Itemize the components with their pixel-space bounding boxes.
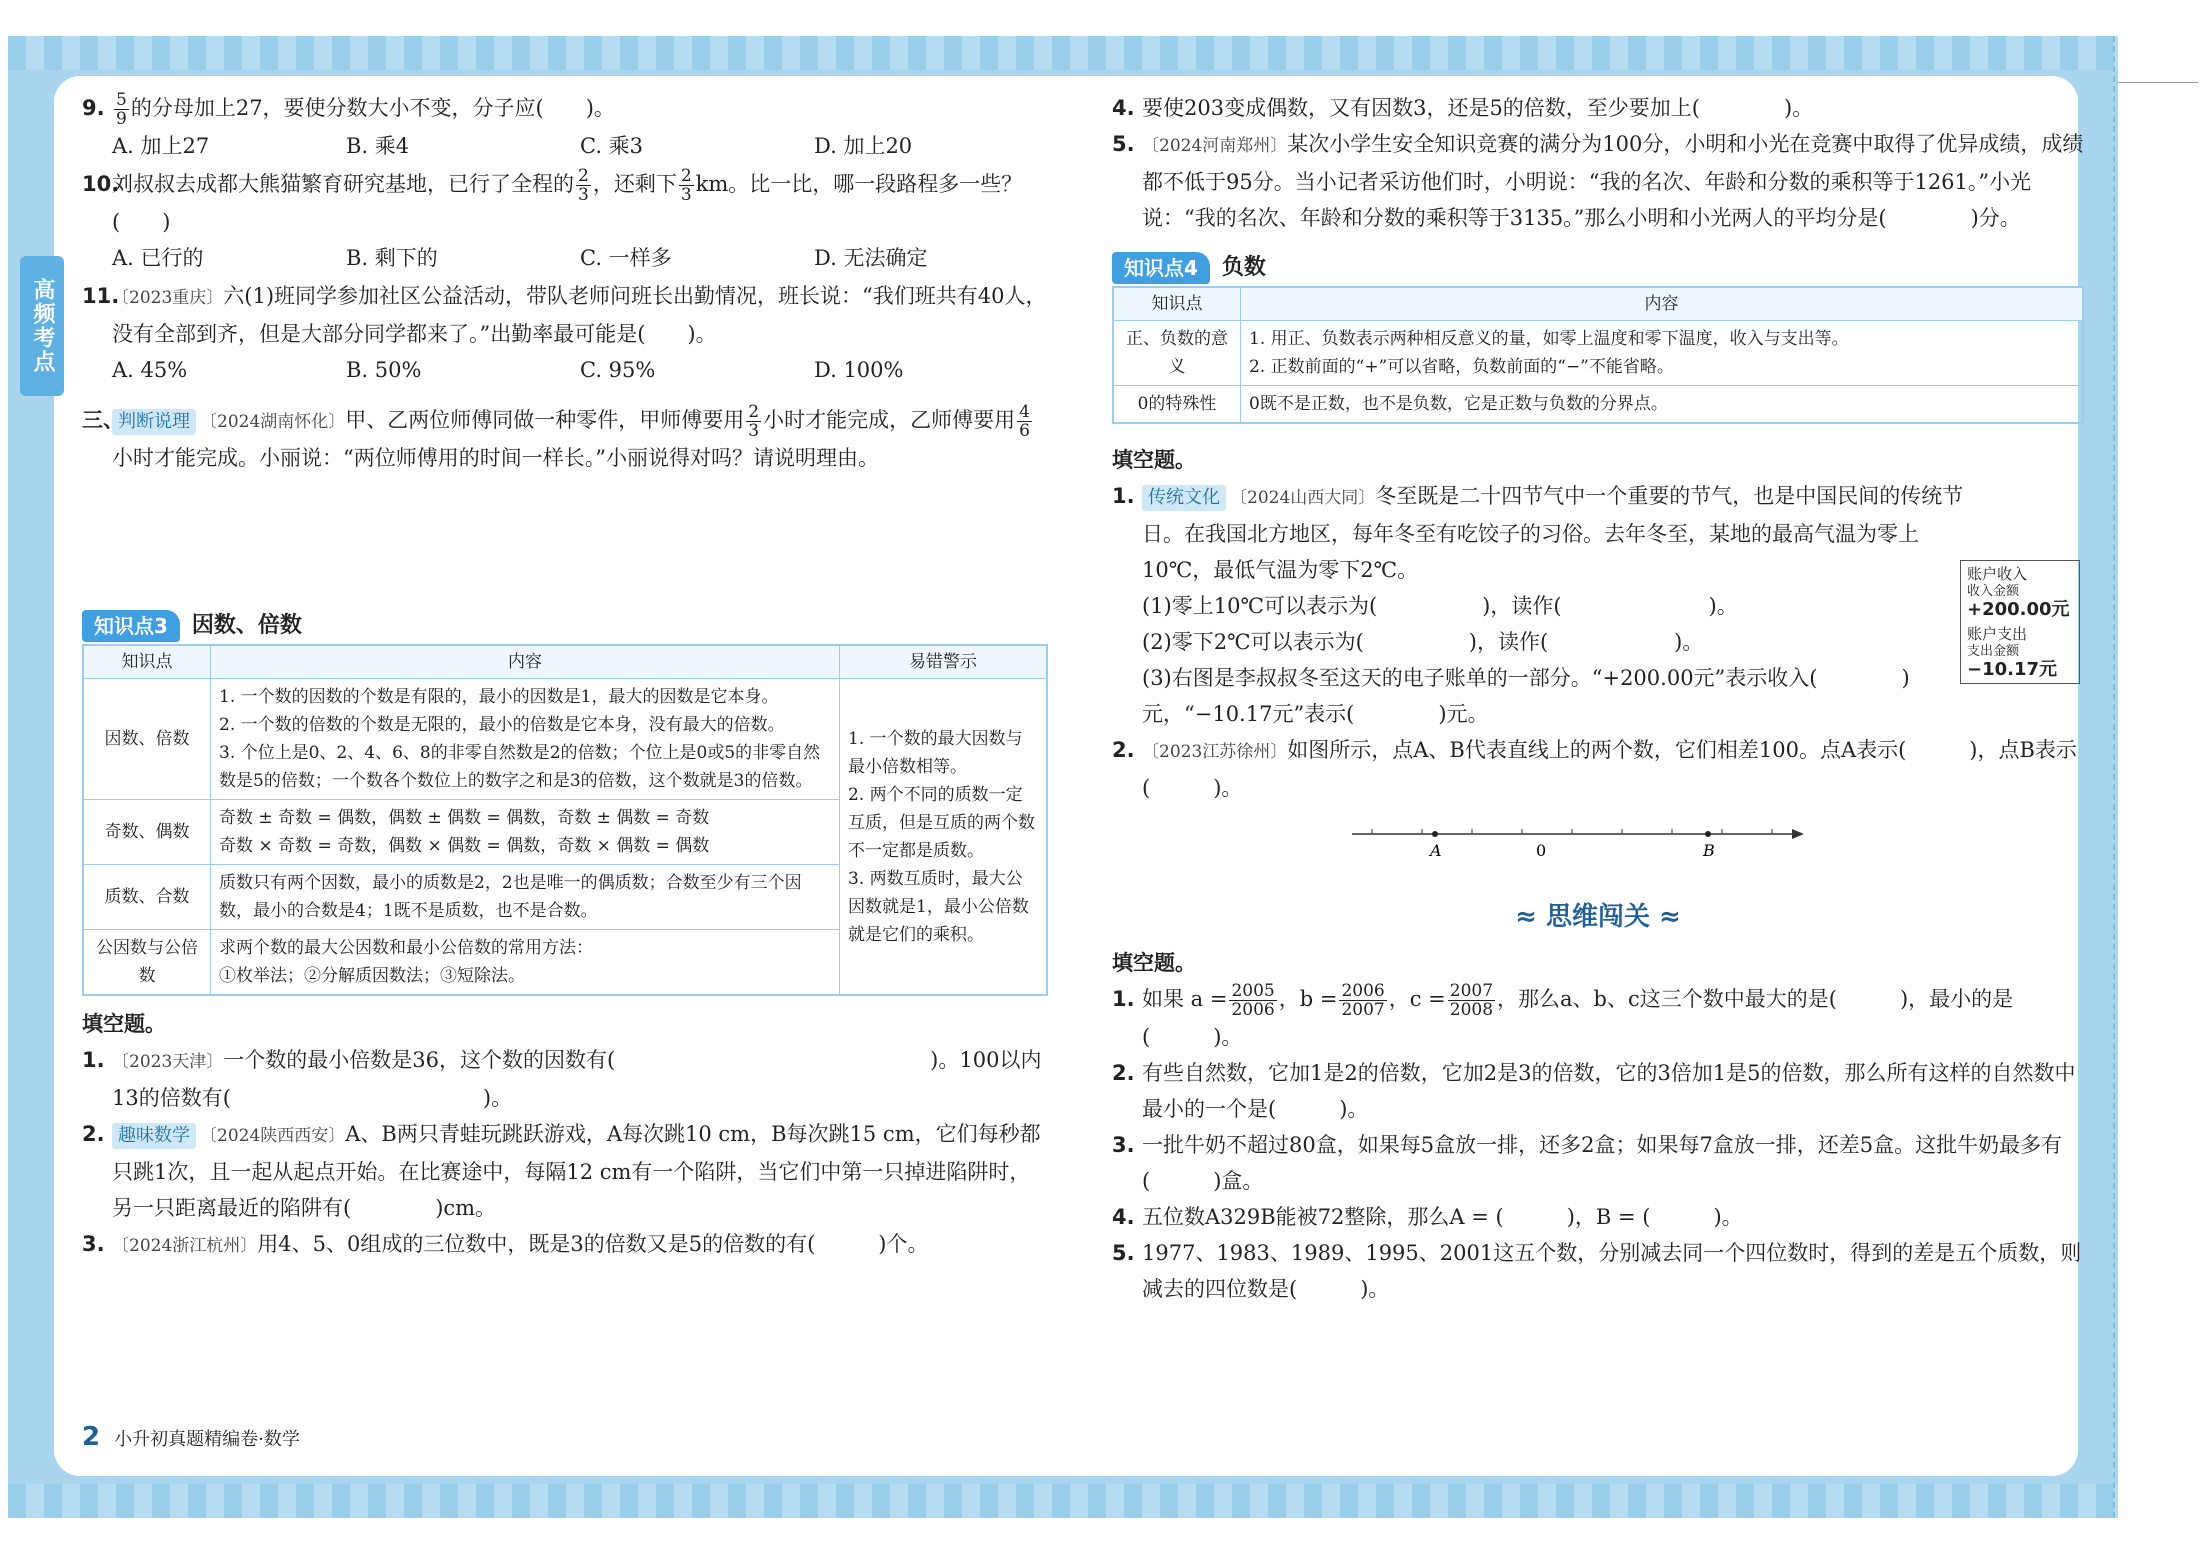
knowledge-title: 负数 (1221, 255, 1266, 280)
fraction: $\frac{5}{9}$ (116, 90, 127, 129)
knowledge-table-4: 知识点 内容 正、负数的意义 1. 用正、负数表示两种相反意义的量，如零上温度和零下温度，收入与支出等。 2. 正数前面的“+”可以省略，负数前面的“−”不能省略。 0的特殊性 0既不是正数，也不是负数，它是正数与负数的分界点。 (1112, 286, 2084, 424)
point-b (1705, 831, 1711, 837)
knowledge-point-4-header (1112, 250, 2084, 286)
options-11: A. 45% B. 50% C. 95% D. 100% (112, 358, 904, 382)
answer-space (82, 476, 1048, 594)
side-tab: 高频考点 (20, 256, 64, 396)
wave-border-top (8, 36, 2118, 70)
fill-2: 2. 趣味数学 〔2024陕西西安〕A、B两只青蛙玩跳跃游戏，A每次跳10 cm，B每次跳15 cm，它们每秒都只跳1次，且一起从起点开始。在比赛途中，每隔12 cm有一个陷阱，当它们中第一只掉进陷阱时，另一只距离最近的陷阱有( )cm。 (82, 1122, 1041, 1220)
knowledge-table-3: 知识点 内容 易错警示 因数、倍数 1. 一个数的因数的个数是有限的，最小的因数是1，最大的因数是它本身。 2. 一个数的倍数的个数是无限的，最小的倍数是它本身，没有最大的倍数。 3. 个位上是0、2、4、6、8的非零自然数是2的倍数；个位上是0或5的非零自然数是5的倍数；一个数各个数位上的数字之和是3的倍数，这个数就是3的倍数。 1. 一个数的最大因数与最小倍数相等。 2. 两个不同的质数一定互质，但是互质的两个数不一定都是质数。 3. 两数互质时，最大公因数就是1，最小公倍数就是它们的乘积。 奇数、偶数 奇数 ± 奇数 = 偶数，偶数 ± 偶数 = 偶数，奇数 ± 偶数 = 奇数 奇数 × 奇数 = 奇数，偶数 × 偶数 = 偶数，奇数 × 偶数 = 偶数 质数、合数 质数只有两个因数，最小的质数是2，2也是唯一的偶质数；合数至少有三个因数，最小的合数是4；1既不是质数，也不是合数。 公因数与公倍数 求两个数的最大公因数和最小公倍数的常用方法： ①枚举法；②分解质因数法；③短除法。 (82, 644, 1048, 996)
options-10: A. 已行的 B. 剩下的 C. 一样多 D. 无法确定 (112, 246, 928, 270)
question-10: 10. 刘叔叔去成都大熊猫繁育研究基地，已行了全程的 $\frac{2}{3}$ ，还剩下 $\frac{2}{3}$ km。比一比，哪一段路程多一些？( ) (82, 166, 1023, 234)
left-column (82, 90, 1048, 1264)
think-4: 4. 五位数A329B能被72整除，那么A = ( )，B = ( )。 (1112, 1205, 1743, 1229)
book-title: 小升初真题精编卷·数学 (114, 1429, 300, 1450)
knowledge-point-3-header (82, 608, 1048, 644)
fill-r2: 2. 〔2023江苏徐州〕如图所示，点A、B代表直线上的两个数，它们相差100。点A表示( )，点B表示( )。 (1112, 738, 2077, 800)
section-title: 填空题。 (1112, 448, 1196, 472)
label-a: A (1430, 841, 1442, 860)
fold-line (2113, 36, 2115, 1518)
label-zero: 0 (1536, 841, 1547, 860)
question-11: 11. 〔2023重庆〕六(1)班同学参加社区公益活动，带队老师问班长出勤情况，班长说：“我们班共有40人，没有全部到齐，但是大部分同学都来了。”出勤率最可能是( )。 (82, 284, 1047, 346)
fill-r1-sub2: (2)零下2℃可以表示为( )，读作( )。 (1142, 630, 1704, 654)
question-judge: 三、 判断说理 〔2024湖南怀化〕甲、乙两位师傅同做一种零件，甲师傅要用 $\frac{2}{3}$ 小时才能完成，乙师傅要用 $\frac{4}{6}$ 小时才能完成。小丽说：“两位师傅用的时间一样长。”小丽说得对吗？请说明理由。 (82, 402, 1030, 470)
think-5: 5. 1977、1983、1989、1995、2001这五个数，分别减去同一个四位数时，得到的差是五个质数，则减去的四位数是( )。 (1112, 1241, 2082, 1301)
knowledge-title: 因数、倍数 (191, 613, 302, 638)
label-b: B (1703, 841, 1715, 860)
think-3: 3. 一批牛奶不超过80盒，如果每5盒放一排，还多2盒；如果每7盒放一排，还差5盒。这批牛奶最多有( )盒。 (1112, 1133, 2063, 1193)
number-line-arrow (1792, 829, 1804, 839)
fill-r1: 1. 传统文化 〔2024山西大同〕冬至既是二十四节气中一个重要的节气，也是中国民间的传统节日。在我国北方地区，每年冬至有吃饺子的习俗。去年冬至，某地的最高气温为零上10℃，最低气温为零下2℃。 (1112, 484, 1964, 582)
section-title: 填空题。 (82, 1012, 166, 1036)
fill-r1-sub3: (3)右图是李叔叔冬至这天的电子账单的一部分。“+200.00元”表示收入( )元，“−10.17元”表示( )元。 (1142, 666, 1910, 726)
think-1: 1. 如果 a = $\frac{2005}{2006}$ ，b = $\frac{2006}{2007}$ ，c = $\frac{2007}{2008}$ ，那么a、b、c这三个数中最大的是( )，最小的是( )。 (1112, 981, 2014, 1049)
section-title: 填空题。 (1112, 951, 1196, 975)
fill-1: 1. 〔2023天津〕一个数的最小倍数是36，这个数的因数有( )。100以内13的倍数有( )。 (82, 1048, 1042, 1110)
corner-rule (2118, 82, 2198, 83)
page-number: 2 (82, 1422, 101, 1452)
wave-border-bottom (8, 1484, 2118, 1518)
knowledge-badge: 知识点4 (1112, 252, 1210, 284)
knowledge-badge: 知识点3 (82, 610, 180, 642)
tag-badge: 判断说理 (112, 409, 196, 435)
thinking-challenge-title: ≈ 思维闯关 ≈ (1515, 902, 1681, 932)
bill-receipt: 账户收入 收入金额 +200.00元 账户支出 支出金额 −10.17元 (1960, 560, 2080, 684)
right-column (1112, 90, 2084, 1307)
question-4: 4. 要使203变成偶数，又有因数3，还是5的倍数，至少要加上( )。 (1112, 96, 1814, 120)
question-9: 9. $\frac{5}{9}$ 的分母加上27，要使分数大小不变，分子应( )。 (82, 90, 615, 129)
fill-r1-sub1: (1)零上10℃可以表示为( )，读作( )。 (1142, 594, 1738, 618)
warning-cell: 1. 一个数的最大因数与最小倍数相等。 2. 两个不同的质数一定互质，但是互质的两个数不一定都是质数。 3. 两数互质时，最大公因数就是1，最小公倍数就是它们的乘积。 (840, 679, 1048, 996)
number-line (1352, 820, 1812, 866)
question-5: 5. 〔2024河南郑州〕某次小学生安全知识竞赛的满分为100分，小明和小光在竞赛中取得了优异成绩，成绩都不低于95分。当小记者采访他们时，小明说：“我的名次、年龄和分数的乘积等于1261。”小光说：“我的名次、年龄和分数的乘积等于3135。”那么小明和小光两人的平均分是( )分。 (1112, 132, 2084, 230)
fill-3: 3. 〔2024浙江杭州〕用4、5、0组成的三位数中，既是3的倍数又是5的倍数的有( )个。 (82, 1232, 929, 1256)
point-a (1432, 831, 1438, 837)
think-2: 2. 有些自然数，它加1是2的倍数，它加2是3的倍数，它的3倍加1是5的倍数，那么所有这样的自然数中最小的一个是( )。 (1112, 1061, 2076, 1121)
page-footer (82, 1422, 300, 1452)
options-9: A. 加上27 B. 乘4 C. 乘3 D. 加上20 (112, 134, 913, 158)
